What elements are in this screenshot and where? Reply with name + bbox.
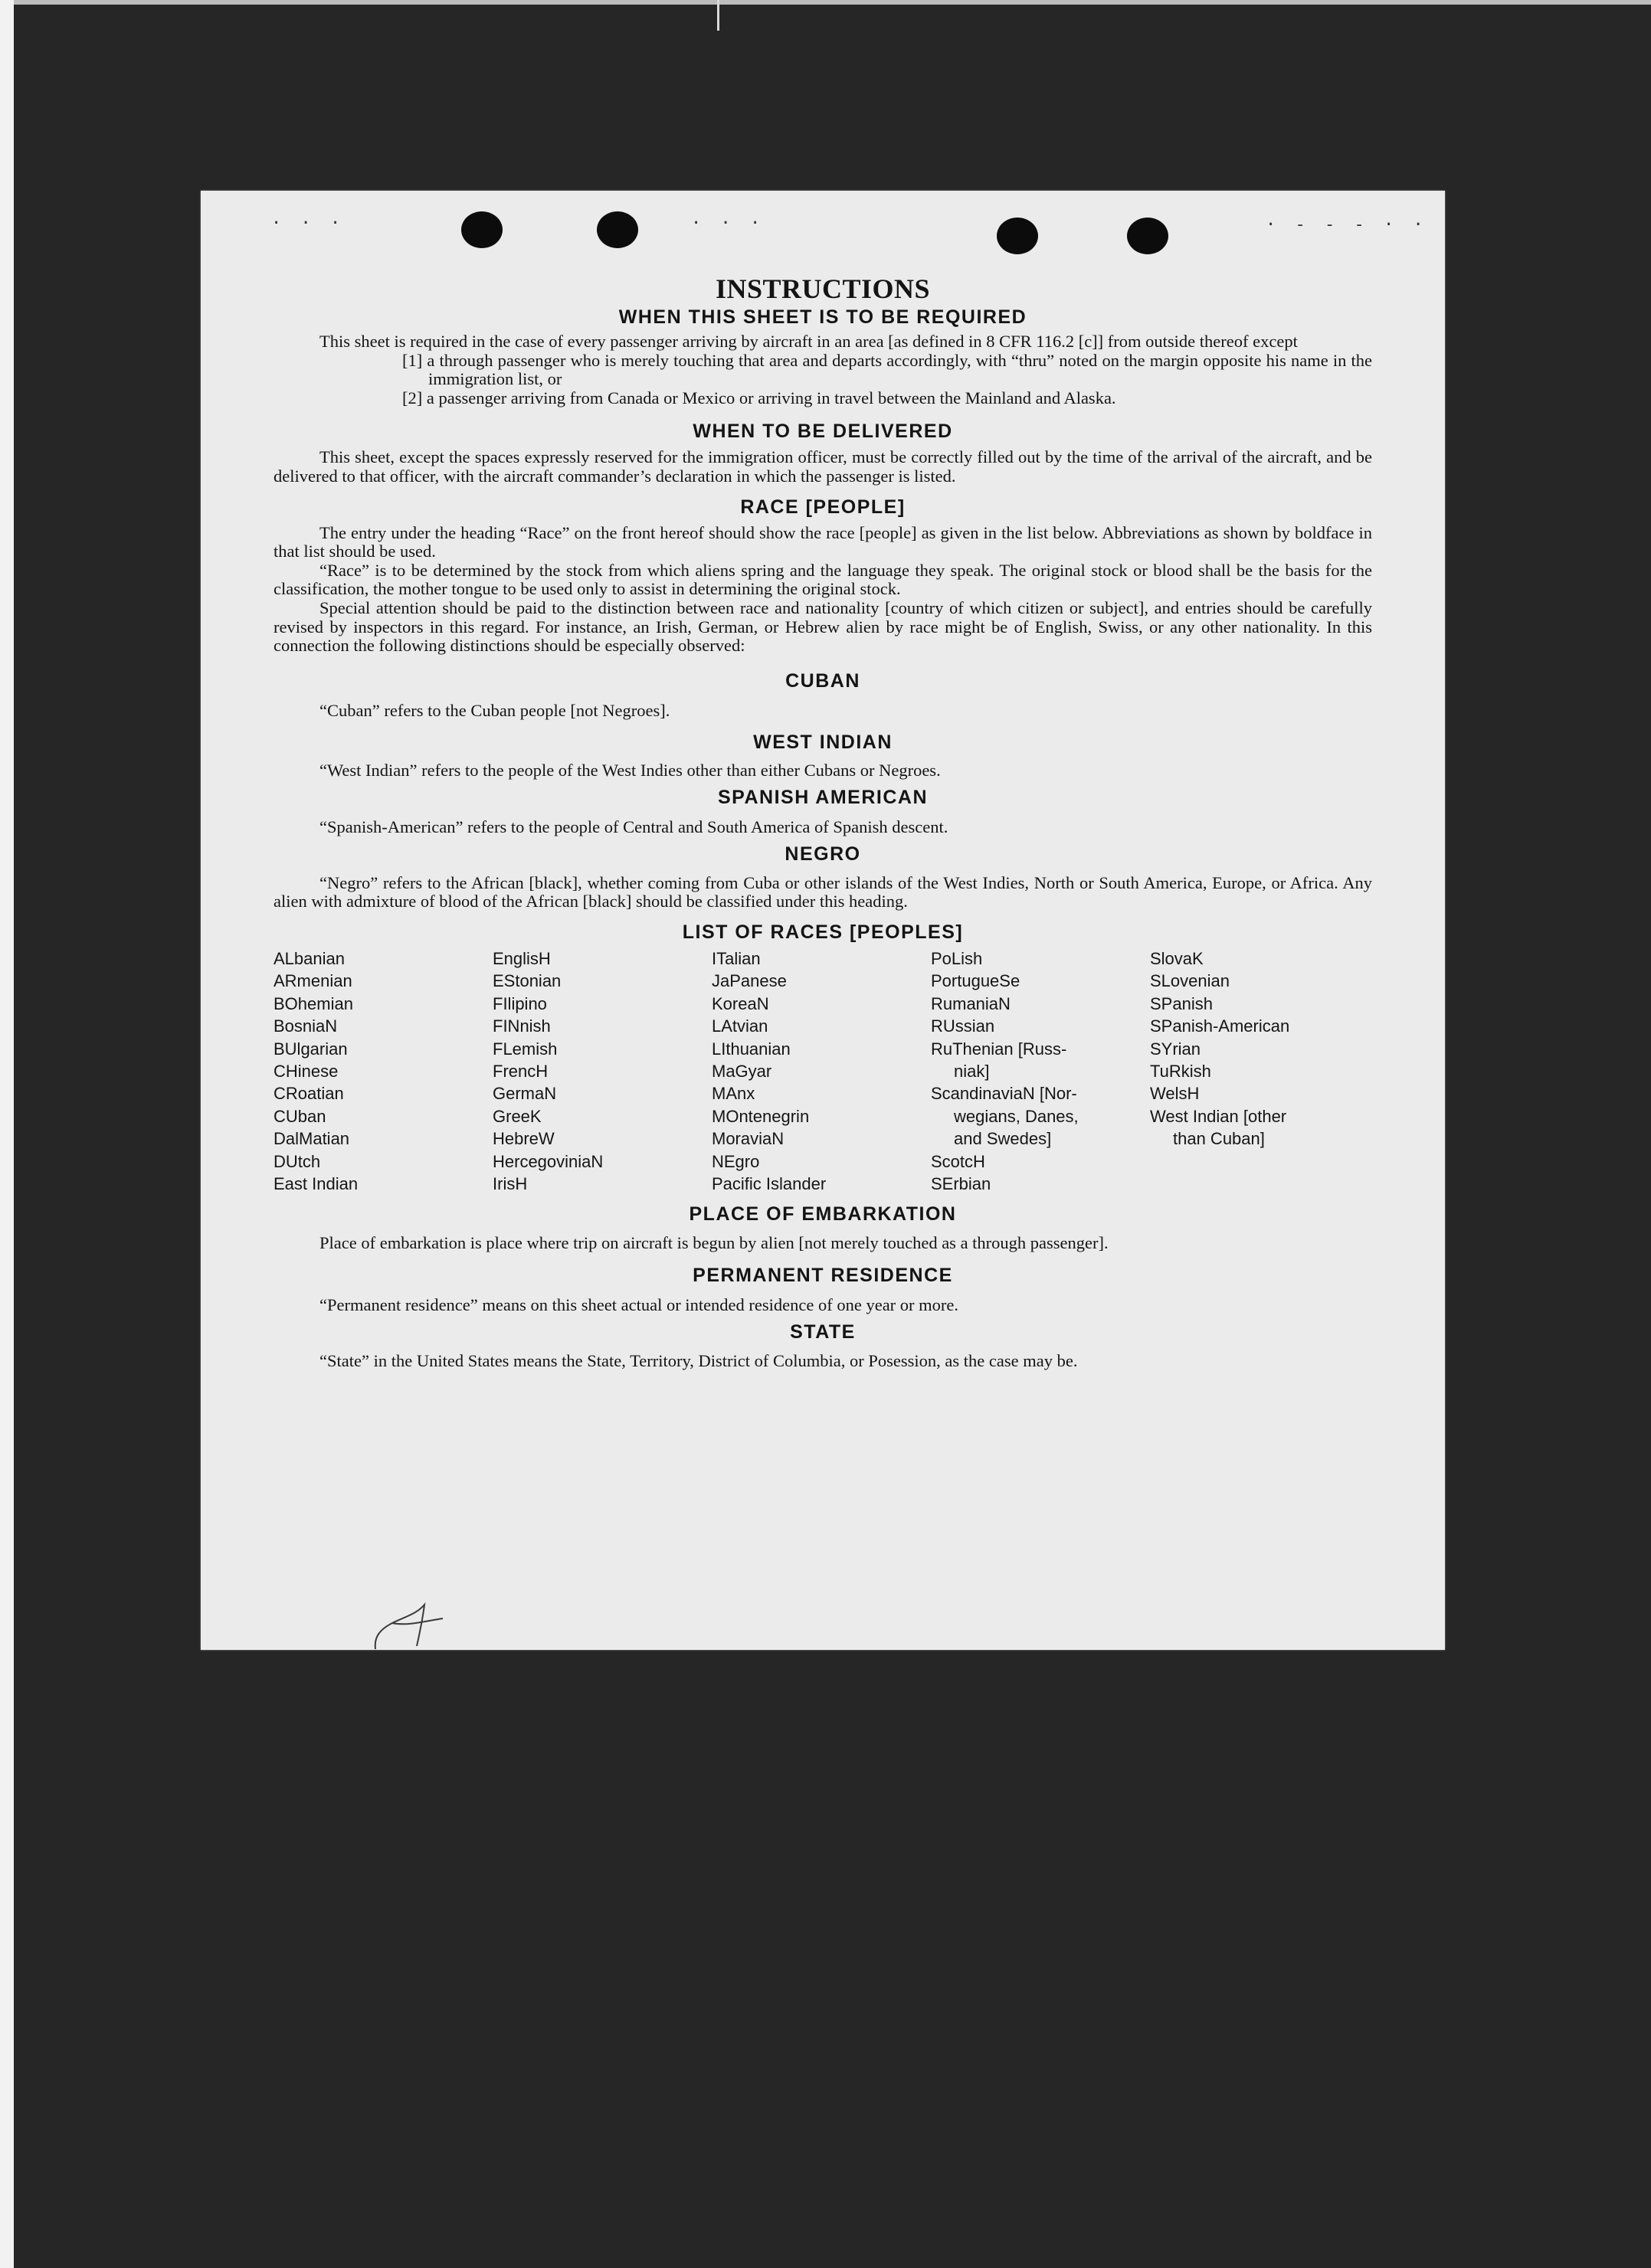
document-body bbox=[274, 272, 1372, 1371]
heading-when-delivered: WHEN TO BE DELIVERED bbox=[693, 421, 953, 443]
exception-item-1: [1] a through passenger who is merely touching that area and departs accordingly, with “thru” noted on the margin opposite his name in the immigration list, or bbox=[402, 350, 1372, 389]
race-item: ScandinaviaN [Nor- bbox=[931, 1084, 1077, 1104]
race-item: LIthuanian bbox=[712, 1039, 791, 1059]
race-item: HercegoviniaN bbox=[493, 1151, 604, 1171]
race-item-continued: and Swedes] bbox=[954, 1129, 1052, 1149]
film-scratch bbox=[717, 0, 719, 31]
race-item: KoreaN bbox=[712, 993, 769, 1013]
heading-embarkation: PLACE OF EMBARKATION bbox=[689, 1203, 957, 1226]
race-column-4 bbox=[931, 947, 1150, 1195]
race-item: JaPanese bbox=[712, 971, 787, 991]
race-item: FrencH bbox=[493, 1061, 549, 1081]
race-column-5 bbox=[1150, 947, 1372, 1195]
west-indian-text: “West Indian” refers to the people of the West Indies other than either Cubans or Negroes. bbox=[319, 760, 941, 780]
instruction-sheet bbox=[201, 191, 1445, 1650]
heading-negro: NEGRO bbox=[785, 843, 861, 865]
cuban-text: “Cuban” refers to the Cuban people [not Negroes]. bbox=[319, 700, 670, 720]
race-item: RuThenian [Russ- bbox=[931, 1039, 1067, 1059]
race-item-continued: than Cuban] bbox=[1173, 1129, 1265, 1149]
race-item: CUban bbox=[274, 1106, 326, 1126]
heading-spanish-american: SPANISH AMERICAN bbox=[717, 786, 928, 808]
race-item: FINnish bbox=[493, 1016, 551, 1036]
when-required-intro: This sheet is required in the case of every passenger arriving by aircraft in an area [as defined in 8 CFR 116.2 [c]] from outside thereof except bbox=[319, 332, 1298, 351]
race-item: ALbanian bbox=[274, 948, 345, 968]
race-item: ScotcH bbox=[931, 1151, 985, 1171]
race-item: SYrian bbox=[1150, 1039, 1201, 1059]
race-item: HebreW bbox=[493, 1129, 555, 1149]
race-column-2 bbox=[493, 947, 712, 1195]
race-item: ARmenian bbox=[274, 971, 352, 991]
punch-hole bbox=[461, 211, 503, 248]
heading-west-indian: WEST INDIAN bbox=[753, 731, 893, 753]
bleed-through-marks: · · · bbox=[271, 214, 346, 233]
race-item: BUlgarian bbox=[274, 1039, 348, 1059]
film-edge-left bbox=[0, 0, 14, 2268]
race-item: GreeK bbox=[493, 1106, 542, 1126]
race-item: FIlipino bbox=[493, 993, 547, 1013]
race-item: SlovaK bbox=[1150, 948, 1204, 968]
heading-permanent-residence: PERMANENT RESIDENCE bbox=[693, 1264, 953, 1286]
bleed-through-marks: · · · bbox=[691, 214, 765, 233]
race-item: NEgro bbox=[712, 1151, 760, 1171]
heading-list-of-races: LIST OF RACES [PEOPLES] bbox=[682, 921, 964, 943]
punch-hole bbox=[597, 211, 638, 248]
race-item: CHinese bbox=[274, 1061, 339, 1081]
exception-item-2: [2] a passenger arriving from Canada or Mexico or arriving in travel between the Mainland and Alaska. bbox=[402, 388, 1116, 407]
race-column-1 bbox=[274, 947, 493, 1195]
punch-hole bbox=[997, 218, 1038, 254]
film-edge-top bbox=[14, 0, 1651, 5]
race-column-3 bbox=[712, 947, 931, 1195]
embarkation-text: Place of embarkation is place where trip on aircraft is begun by alien [not merely touched as a through passenger]. bbox=[319, 1233, 1109, 1253]
race-item: East Indian bbox=[274, 1173, 359, 1193]
race-item: GermaN bbox=[493, 1084, 557, 1104]
when-delivered-text: This sheet, except the spaces expressly reserved for the immigration officer, must be correctly filled out by the time of the arrival of the aircraft, and be delivered to that officer, with the aircraft commander’s declaration in which the passenger is listed. bbox=[274, 447, 1372, 486]
negro-text: “Negro” refers to the African [black], whether coming from Cuba or other islands of the West Indies, North or South America, Europe, or Africa. Any alien with admixture of blood of the African [black] should be classified under this heading. bbox=[274, 872, 1372, 911]
race-item: DUtch bbox=[274, 1151, 321, 1171]
race-item: SLovenian bbox=[1150, 971, 1230, 991]
race-item: RumaniaN bbox=[931, 993, 1011, 1013]
race-item: IrisH bbox=[493, 1173, 528, 1193]
race-item: TuRkish bbox=[1150, 1061, 1211, 1081]
bleed-through-marks: · - - - · · bbox=[1266, 215, 1428, 234]
race-item-continued: niak] bbox=[954, 1061, 990, 1081]
race-item-continued: wegians, Danes, bbox=[954, 1106, 1079, 1126]
spanish-american-text: “Spanish-American” refers to the people of Central and South America of Spanish descent. bbox=[319, 817, 948, 836]
race-item: Pacific Islander bbox=[712, 1173, 827, 1193]
race-item: WelsH bbox=[1150, 1084, 1200, 1104]
residence-text: “Permanent residence” means on this sheet actual or intended residence of one year or more. bbox=[319, 1294, 959, 1314]
race-item: SErbian bbox=[931, 1173, 991, 1193]
race-item: PortugueSe bbox=[931, 971, 1020, 991]
race-item: CRoatian bbox=[274, 1084, 344, 1104]
race-item: MoraviaN bbox=[712, 1129, 785, 1149]
race-item: RUssian bbox=[931, 1016, 995, 1036]
race-item: ITalian bbox=[712, 948, 761, 968]
race-item: EnglisH bbox=[493, 948, 551, 968]
race-item: BOhemian bbox=[274, 993, 353, 1013]
race-item: MOntenegrin bbox=[712, 1106, 810, 1126]
race-paragraph-3: Special attention should be paid to the distinction between race and nationality [country of which citizen or subject], and entries should be carefully revised by inspectors in this regard. For instance, an Irish, German, or Hebrew alien by race might be of English, Swiss, or any other nationality. In this connection the following distinctions should be especially observed: bbox=[274, 597, 1372, 656]
handwritten-mark bbox=[369, 1599, 454, 1652]
race-paragraph-2: “Race” is to be determined by the stock from which aliens spring and the language they speak. The original stock or blood shall be the basis for the classification, the mother tongue to be used only to assist in determining the original stock. bbox=[274, 560, 1372, 599]
race-item: MAnx bbox=[712, 1084, 755, 1104]
race-paragraph-1: The entry under the heading “Race” on the front hereof should show the race [people] as given in the list below. Abbreviations as shown by boldface in that list should be used. bbox=[274, 522, 1372, 561]
race-list bbox=[274, 947, 1372, 1195]
heading-state: STATE bbox=[790, 1321, 856, 1343]
heading-race: RACE [PEOPLE] bbox=[740, 496, 906, 518]
race-item: LAtvian bbox=[712, 1016, 768, 1036]
race-item: EStonian bbox=[493, 971, 562, 991]
heading-cuban: CUBAN bbox=[785, 669, 860, 692]
state-text: “State” in the United States means the State, Territory, District of Columbia, or Posession, as the case may be. bbox=[319, 1350, 1078, 1370]
race-item: MaGyar bbox=[712, 1061, 772, 1081]
race-item: SPanish bbox=[1150, 993, 1213, 1013]
race-item: West Indian [other bbox=[1150, 1106, 1287, 1126]
punch-hole bbox=[1127, 218, 1168, 254]
page-title: INSTRUCTIONS bbox=[715, 273, 931, 304]
heading-when-required: WHEN THIS SHEET IS TO BE REQUIRED bbox=[618, 306, 1027, 328]
race-item: DalMatian bbox=[274, 1129, 350, 1149]
race-item: BosniaN bbox=[274, 1016, 338, 1036]
race-item: SPanish-American bbox=[1150, 1016, 1290, 1036]
race-item: PoLish bbox=[931, 948, 983, 968]
race-item: FLemish bbox=[493, 1039, 558, 1059]
